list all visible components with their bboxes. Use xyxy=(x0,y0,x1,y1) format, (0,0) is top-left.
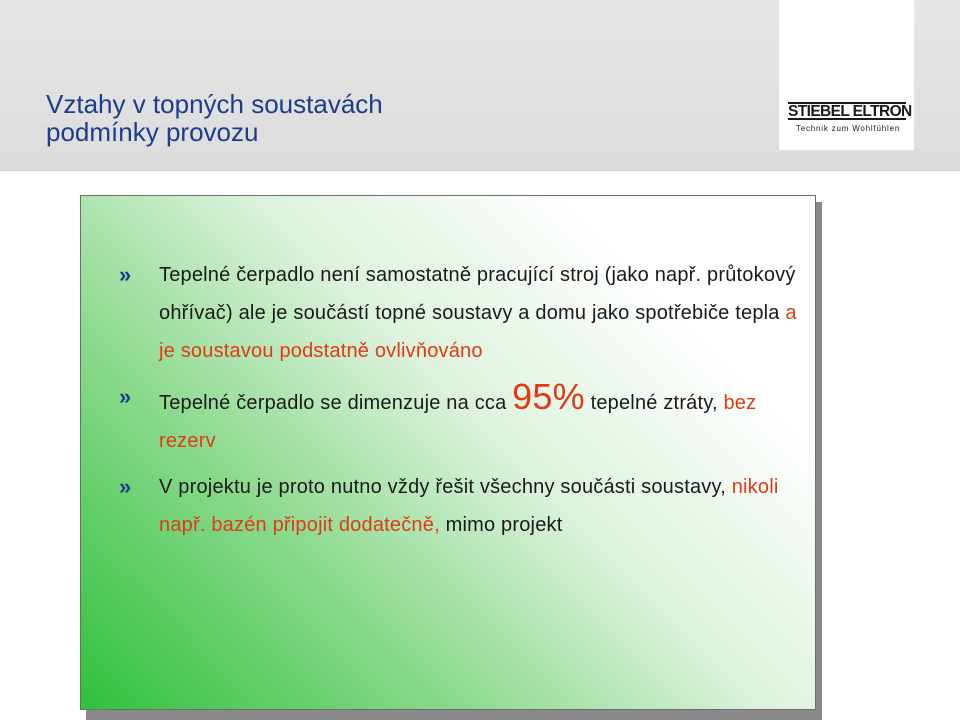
bullet-marker-icon: » xyxy=(119,384,132,409)
title-line-2: podmínky provozu xyxy=(46,117,259,147)
bullet-2-text: Tepelné čerpadlo se dimenzuje na cca xyxy=(159,392,513,414)
bullet-3-highlight: nikoli např. bazén připojit dodatečně, xyxy=(159,476,779,536)
bullet-2-highlight: bez rezerv xyxy=(159,392,757,452)
bullet-item-1 xyxy=(119,256,799,370)
logo-wordmark: STIEBEL ELTRON xyxy=(788,103,912,120)
content-panel xyxy=(80,195,816,710)
bullet-list xyxy=(119,256,799,552)
bullet-marker-icon: » xyxy=(119,262,132,287)
slide-header xyxy=(0,0,960,171)
bullet-1-highlight: a je soustavou podstatně ovlivňováno xyxy=(159,302,797,362)
bullet-1-text: Tepelné čerpadlo není samostatně pracující stroj (jako např. průtokový ohřívač) ale je součástí topné soustavy a domu jako spotřebiče tepla xyxy=(159,264,796,324)
bullet-marker-icon: » xyxy=(119,474,132,499)
bullet-3-text: V projektu je proto nutno vždy řešit všechny součásti soustavy, xyxy=(159,476,732,498)
stiebel-eltron-logo xyxy=(779,0,914,150)
bullet-3-text-cont: mimo projekt xyxy=(439,514,563,536)
logo-tagline: Technik zum Wohlfühlen xyxy=(795,124,901,133)
bullet-item-2 xyxy=(119,376,799,460)
title-line-1: Vztahy v topných soustavách xyxy=(46,89,383,119)
slide-title xyxy=(46,90,383,146)
percentage-highlight: 95% xyxy=(512,376,585,417)
bullet-item-3 xyxy=(119,468,799,544)
bullet-2-text-cont: tepelné ztráty, xyxy=(584,392,724,414)
